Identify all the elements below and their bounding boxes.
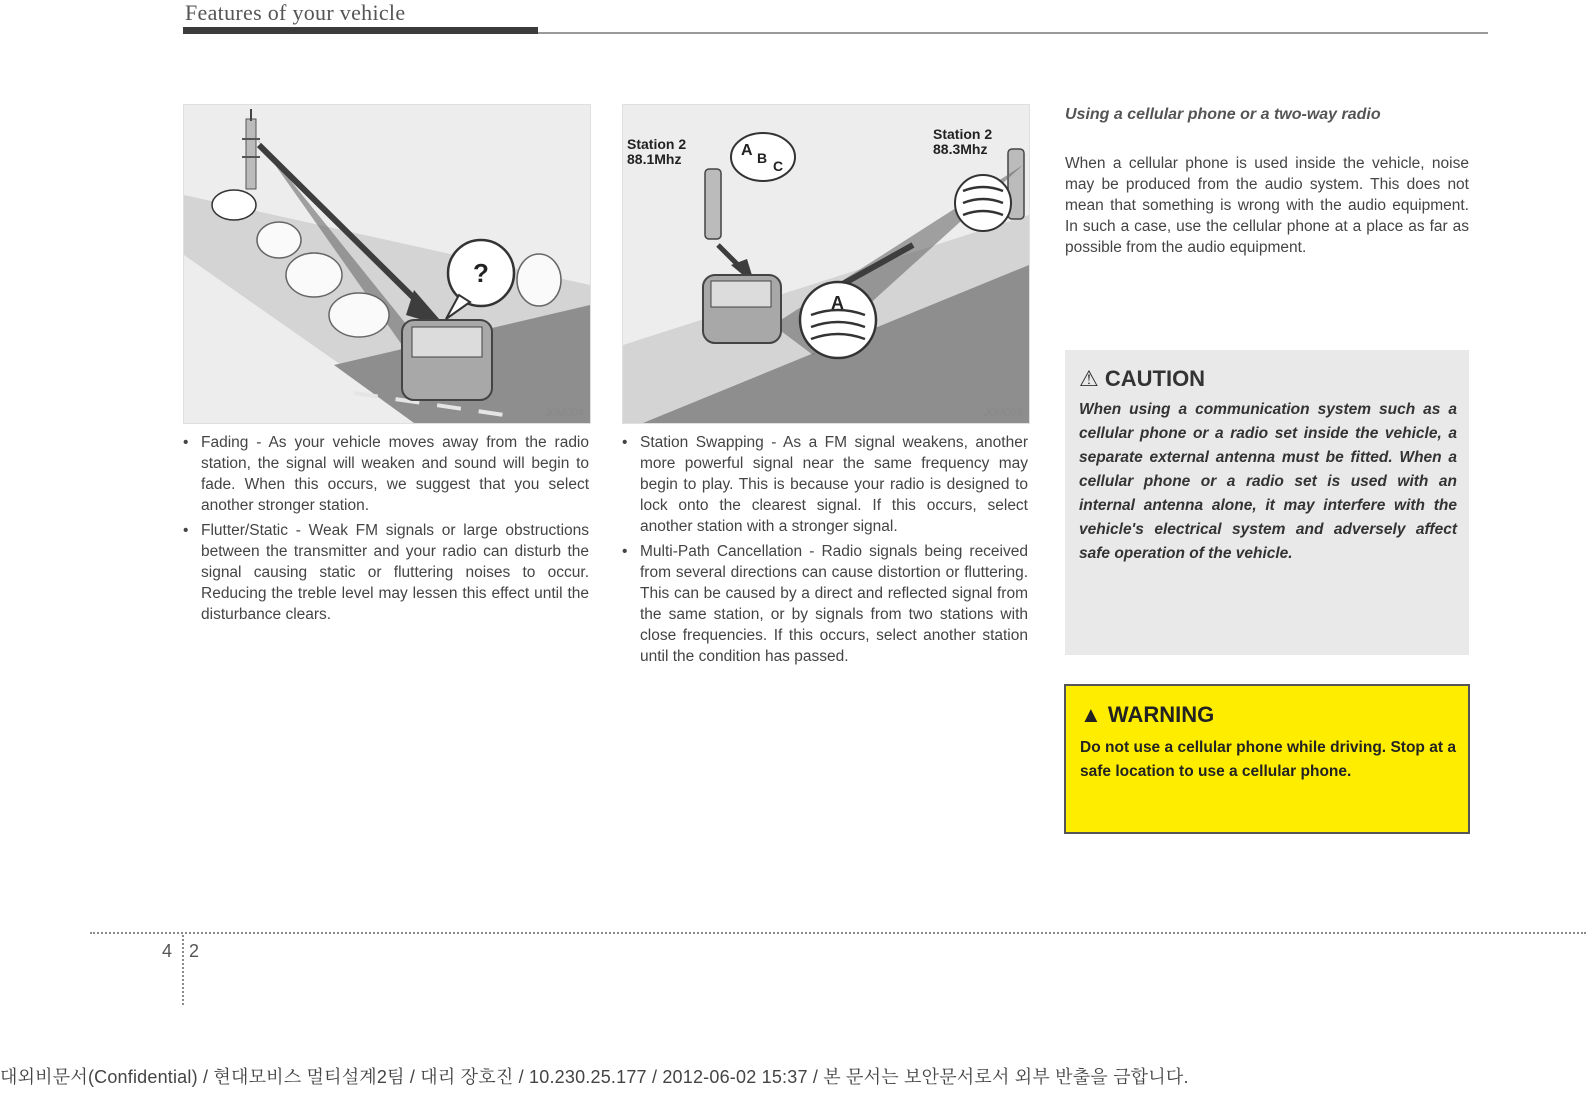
confidential-footer-note: 대외비문서(Confidential) / 현대모비스 멀티설계2팀 / 대리 장호진 / 10.230.25.177 / 2012-06-02 15:37 / 본 문서는 보안문서로서 외부 반출을 금합니다. bbox=[0, 1067, 1189, 1087]
page-number: 2 bbox=[189, 941, 200, 961]
column-2-bullet-list bbox=[622, 432, 1028, 667]
bullet-fading: • Fading - As your vehicle moves away from the radio station, the signal will weaken and sound will begin to fade. When this occurs, we suggest that you select another stronger station. bbox=[183, 432, 589, 516]
bullet-station-swapping: • Station Swapping - As a FM signal weakens, another more powerful signal near the same frequency may begin to play. This is because your radio is designed to lock onto the clearest signal. If this occurs, select another station with a stronger signal. bbox=[622, 432, 1028, 537]
station-swapping-illustration bbox=[623, 105, 1029, 423]
station-left-frequency: 88.1Mhz bbox=[627, 151, 682, 167]
fading-illustration bbox=[184, 105, 590, 423]
abc-bubble-letter-a: A bbox=[741, 142, 753, 159]
caution-body: When using a communication system such as a cellular phone or a radio set inside the vehicle, a separate external antenna must be fitted. When a cellular phone or a radio set is used with an internal antenna alone, it may interfere with the vehicle's electrical system and adversely affect safe operation of the vehicle. bbox=[1079, 401, 1457, 562]
page-number-divider bbox=[182, 935, 184, 1005]
column-1-bullet-list bbox=[183, 432, 589, 625]
warning-box bbox=[1064, 684, 1470, 834]
page-header-title: Features of your vehicle bbox=[185, 0, 406, 25]
warning-body: Do not use a cellular phone while driving. Stop at a safe location to use a cellular phone. bbox=[1080, 739, 1456, 780]
caution-box bbox=[1065, 350, 1469, 655]
cellular-phone-subheading: Using a cellular phone or a two-way radio bbox=[1065, 106, 1381, 123]
cellular-phone-paragraph: When a cellular phone is used inside the vehicle, noise may be produced from the audio system. This does not mean that something is wrong with the audio equipment. In such a case, use the cellular phone at a place as far as possible from the audio equipment. bbox=[1065, 155, 1469, 256]
figure-station-swapping bbox=[622, 104, 1030, 424]
figure-code: J0M004 bbox=[544, 407, 584, 419]
figure-code: J0M005 bbox=[983, 407, 1023, 419]
warning-header bbox=[1080, 702, 1214, 728]
chapter-number: 4 bbox=[162, 941, 173, 961]
a-bubble-letter: A bbox=[831, 293, 844, 313]
column-2-text bbox=[622, 432, 1028, 671]
warning-title: WARNING bbox=[1107, 702, 1215, 727]
bullet-multi-path-cancellation: • Multi-Path Cancellation - Radio signals being received from several directions can cause distortion or fluttering. This can be caused by a direct and reflected signal from the same station, or by signals from two stations with close frequencies. If this occurs, select another station until the condition has passed. bbox=[622, 541, 1028, 667]
header-rule bbox=[538, 32, 1488, 34]
caution-title: CAUTION bbox=[1104, 366, 1206, 391]
station-right-name: Station 2 bbox=[933, 126, 993, 142]
column-1-text bbox=[183, 432, 589, 629]
station-right-frequency: 88.3Mhz bbox=[933, 141, 988, 157]
footer-dotted-rule bbox=[90, 932, 1586, 934]
abc-bubble-letter-c: C bbox=[773, 158, 784, 174]
bullet-flutter-static: • Flutter/Static - Weak FM signals or large obstructions between the transmitter and your radio can disturb the signal causing static or fluttering noises to occur. Reducing the treble level may lessen this effect until the disturbance clears. bbox=[183, 520, 589, 625]
fading-bubble-text: ? bbox=[473, 258, 489, 288]
header-bar bbox=[183, 27, 538, 34]
abc-bubble-letter-b: B bbox=[757, 150, 768, 166]
caution-triangle-icon: ⚠ bbox=[1079, 366, 1099, 391]
warning-triangle-icon: ▲ bbox=[1080, 702, 1102, 727]
figure-fading bbox=[183, 104, 591, 424]
caution-header bbox=[1079, 366, 1205, 392]
station-left-name: Station 2 bbox=[627, 136, 687, 152]
